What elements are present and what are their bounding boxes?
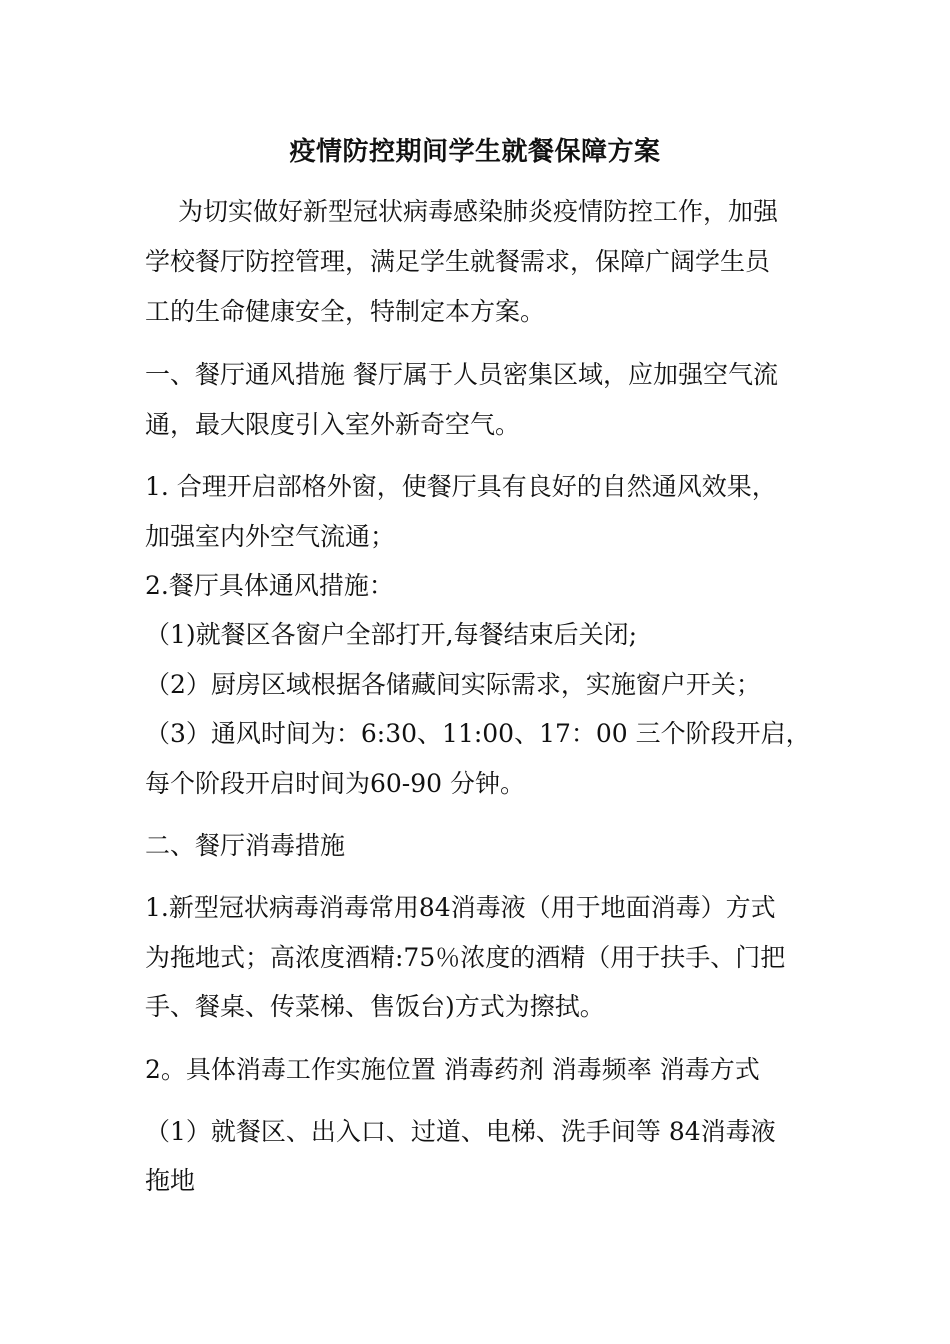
section1-sub2: （2）厨房区域根据各储藏间实际需求，实施窗户开关；: [145, 670, 761, 699]
section1-item2: 2.餐厅具体通风措施：: [145, 571, 394, 600]
section1-item1-line-2: 加强室内外空气流通；: [145, 522, 396, 551]
intro-line-1: 为切实做好新型冠状病毒感染肺炎疫情防控工作，加强: [178, 197, 779, 226]
document-title: 疫情防控期间学生就餐保障方案: [289, 137, 661, 167]
section1-sub1: （1)就餐区各窗户全部打开,每餐结束后关闭;: [145, 620, 638, 649]
section1-heading-line-2: 通，最大限度引入室外新奇空气。: [145, 410, 521, 439]
section2-item1-line-1: 1.新型冠状病毒消毒常用84消毒液（用于地面消毒）方式: [145, 893, 776, 922]
section2-item1-line-3: 手、餐桌、传菜梯、售饭台)方式为擦拭。: [145, 992, 605, 1021]
section1-sub3-line-1: （3）通风时间为：6:30、11:00、17：00 三个阶段开启，: [145, 719, 811, 748]
section2-sub1-line-2: 拖地: [145, 1166, 196, 1195]
section2-item2: 2。具体消毒工作实施位置 消毒药剂 消毒频率 消毒方式: [145, 1055, 760, 1084]
section1-item1-line-1: 1. 合理开启部格外窗，使餐厅具有良好的自然通风效果，: [145, 472, 777, 501]
section2-sub1-line-1: （1）就餐区、出入口、过道、电梯、洗手间等 84消毒液: [145, 1117, 776, 1146]
intro-line-3: 工的生命健康安全，特制定本方案。: [145, 297, 546, 326]
section1-sub3-line-2: 每个阶段开启时间为60-90 分钟。: [145, 769, 526, 798]
intro-line-2: 学校餐厅防控管理，满足学生就餐需求，保障广阔学生员: [145, 247, 771, 276]
section2-heading: 二、餐厅消毒措施: [145, 831, 346, 860]
section1-heading-line-1: 一、餐厅通风措施 餐厅属于人员密集区域，应加强空气流: [145, 360, 778, 389]
section2-item1-line-2: 为拖地式；高浓度酒精:75％浓度的酒精（用于扶手、门把: [145, 943, 786, 972]
